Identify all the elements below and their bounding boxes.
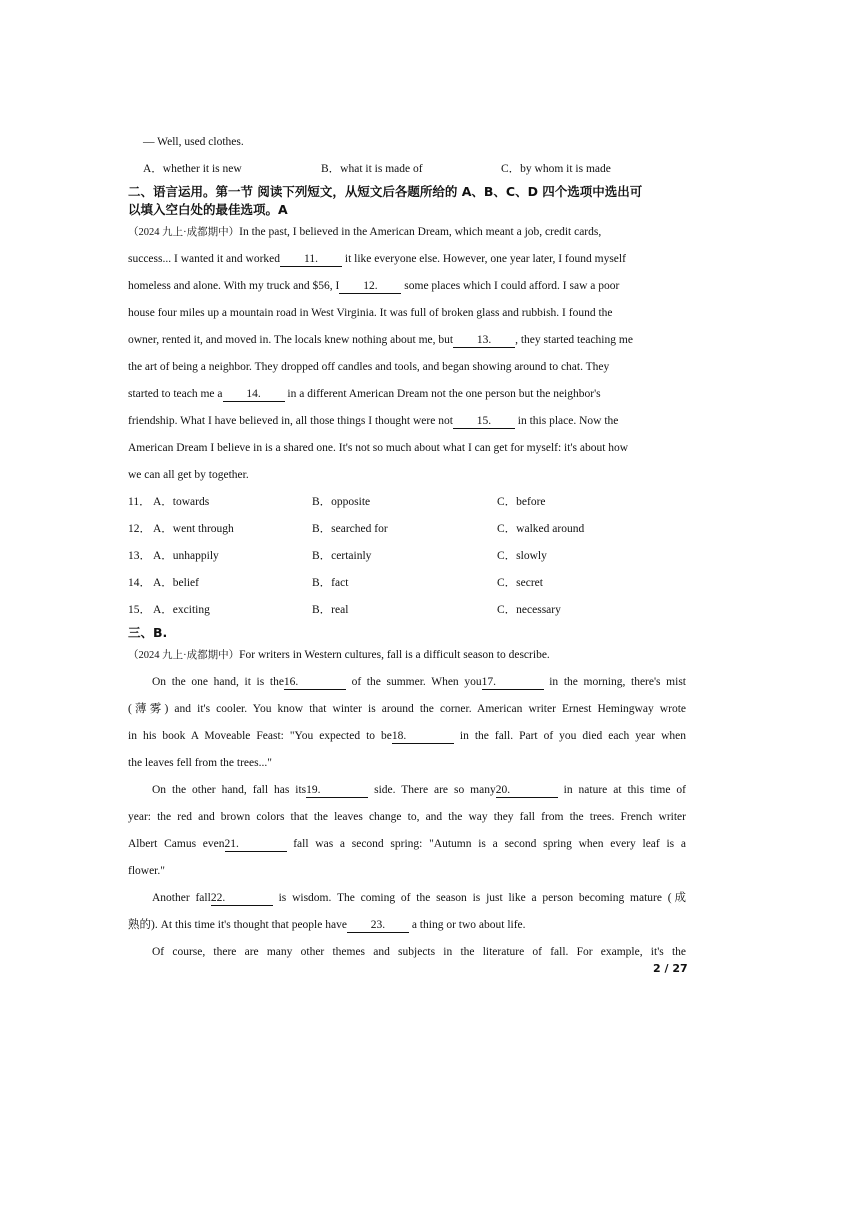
option-b[interactable]: B．certainly (312, 550, 372, 562)
passage-a-line: we can all get by together. (128, 469, 249, 481)
passage-a-line: success... I wanted it and worked 11. it like everyone else. However, one year later, I found myself (128, 253, 626, 265)
option-a[interactable]: A．unhappily (153, 550, 219, 562)
blank-23[interactable]: 23. (347, 918, 409, 933)
passage-b-line: in his book A Moveable Feast: "You expected to be18. in the fall. Part of you died each year when (128, 730, 686, 742)
passage-b-line: flower." (128, 865, 165, 877)
option-b[interactable]: B．opposite (312, 496, 371, 508)
page-number: 2 / 27 (653, 962, 688, 975)
option-a[interactable]: A．towards (153, 496, 210, 508)
passage-b-line: Of course, there are many other themes and subjects in the literature of fall. For example, it's the (152, 946, 686, 958)
passage-b-line: (薄雾) and it's cooler. You know that winter is around the corner. American writer Ernest Hemingway wrote (128, 703, 686, 715)
blank-19[interactable]: 19. (306, 783, 368, 798)
question-row-13 (128, 548, 688, 564)
passage-b-line: On the one hand, it is the16. of the summer. When you17. in the morning, there's mist (152, 676, 686, 688)
blank-15[interactable]: 15. (453, 414, 515, 429)
passage-a-line: owner, rented it, and moved in. The locals knew nothing about me, but 13. , they started teaching me (128, 334, 633, 346)
option-c: C．by whom it is made (501, 163, 611, 175)
passage-a-line: the art of being a neighbor. They dropped off candles and tools, and began showing around to chat. They (128, 361, 610, 373)
source-tag: （2024 九上·成都期中） (128, 650, 240, 661)
option-b[interactable]: B．searched for (312, 523, 388, 535)
option-c[interactable]: C．slowly (497, 550, 547, 562)
blank-22[interactable]: 22. (211, 891, 273, 906)
section2-heading-line2: 以填入空白处的最佳选项。A (128, 202, 288, 217)
passage-a-line: house four miles up a mountain road in West Virginia. It was full of broken glass and rubbish. I found the (128, 307, 613, 319)
option-a[interactable]: A．belief (153, 577, 199, 589)
passage-b-line: 熟的). At this time it's thought that people have 23. a thing or two about life. (128, 919, 526, 931)
option-a[interactable]: A．went through (153, 523, 234, 535)
blank-13[interactable]: 13. (453, 333, 515, 348)
question-row-11 (128, 494, 688, 510)
blank-18[interactable]: 18. (392, 729, 454, 744)
blank-17[interactable]: 17. (482, 675, 544, 690)
option-a: A．whether it is new (143, 163, 242, 175)
question-number: 13． (128, 550, 151, 562)
section2-heading-line1: 二、语言运用。第一节 阅读下列短文，从短文后各题所给的 A、B、C、D 四个选项中选出可 (128, 184, 643, 199)
blank-14[interactable]: 14. (223, 387, 285, 402)
blank-21[interactable]: 21. (225, 837, 287, 852)
blank-11[interactable]: 11. (280, 252, 342, 267)
question-number: 14． (128, 577, 151, 589)
passage-a-line: homeless and alone. With my truck and $56, I 12. some places which I could afford. I saw a poor (128, 280, 620, 292)
option-a[interactable]: A．exciting (153, 604, 210, 616)
passage-b-line: Albert Camus even21. fall was a second spring: "Autumn is a second spring when every leaf is a (128, 838, 686, 850)
blank-16[interactable]: 16. (284, 675, 346, 690)
passage-b-line: year: the red and brown colors that the leaves change to, and the way they fall from the trees. French writer (128, 811, 686, 823)
question-number: 15． (128, 604, 151, 616)
dialogue-line: — Well, used clothes. (143, 136, 244, 148)
passage-a-line: （2024 九上·成都期中）In the past, I believed in the American Dream, which meant a job, credit cards, (128, 226, 602, 238)
option-c[interactable]: C．walked around (497, 523, 585, 535)
passage-a-line: friendship. What I have believed in, all those things I thought were not 15. in this place. Now the (128, 415, 619, 427)
option-c[interactable]: C．secret (497, 577, 543, 589)
previous-question-options (143, 161, 703, 177)
passage-a-line: started to teach me a 14. in a different American Dream not the one person but the neighbor's (128, 388, 601, 400)
question-row-15 (128, 602, 688, 618)
blank-12[interactable]: 12. (339, 279, 401, 294)
passage-b-line: On the other hand, fall has its19. side. There are so many20. in nature at this time of (152, 784, 686, 796)
passage-b-line: the leaves fell from the trees..." (128, 757, 272, 769)
section3-heading: 三、B. (128, 625, 168, 640)
option-b[interactable]: B．real (312, 604, 349, 616)
blank-20[interactable]: 20. (496, 783, 558, 798)
option-b[interactable]: B．fact (312, 577, 349, 589)
question-row-12 (128, 521, 688, 537)
passage-b-line: Another fall22. is wisdom. The coming of the season is just like a person becoming mature (成 (152, 892, 686, 904)
option-b: B．what it is made of (321, 163, 423, 175)
option-c[interactable]: C．necessary (497, 604, 561, 616)
source-tag: （2024 九上·成都期中） (128, 227, 240, 238)
option-c[interactable]: C．before (497, 496, 546, 508)
passage-a-line: American Dream I believe in is a shared one. It's not so much about what I can get for myself: it's about how (128, 442, 629, 454)
question-number: 12． (128, 523, 151, 535)
passage-b-intro: （2024 九上·成都期中）For writers in Western cultures, fall is a difficult season to describe. (128, 649, 550, 661)
question-row-14 (128, 575, 688, 591)
question-number: 11． (128, 496, 151, 508)
